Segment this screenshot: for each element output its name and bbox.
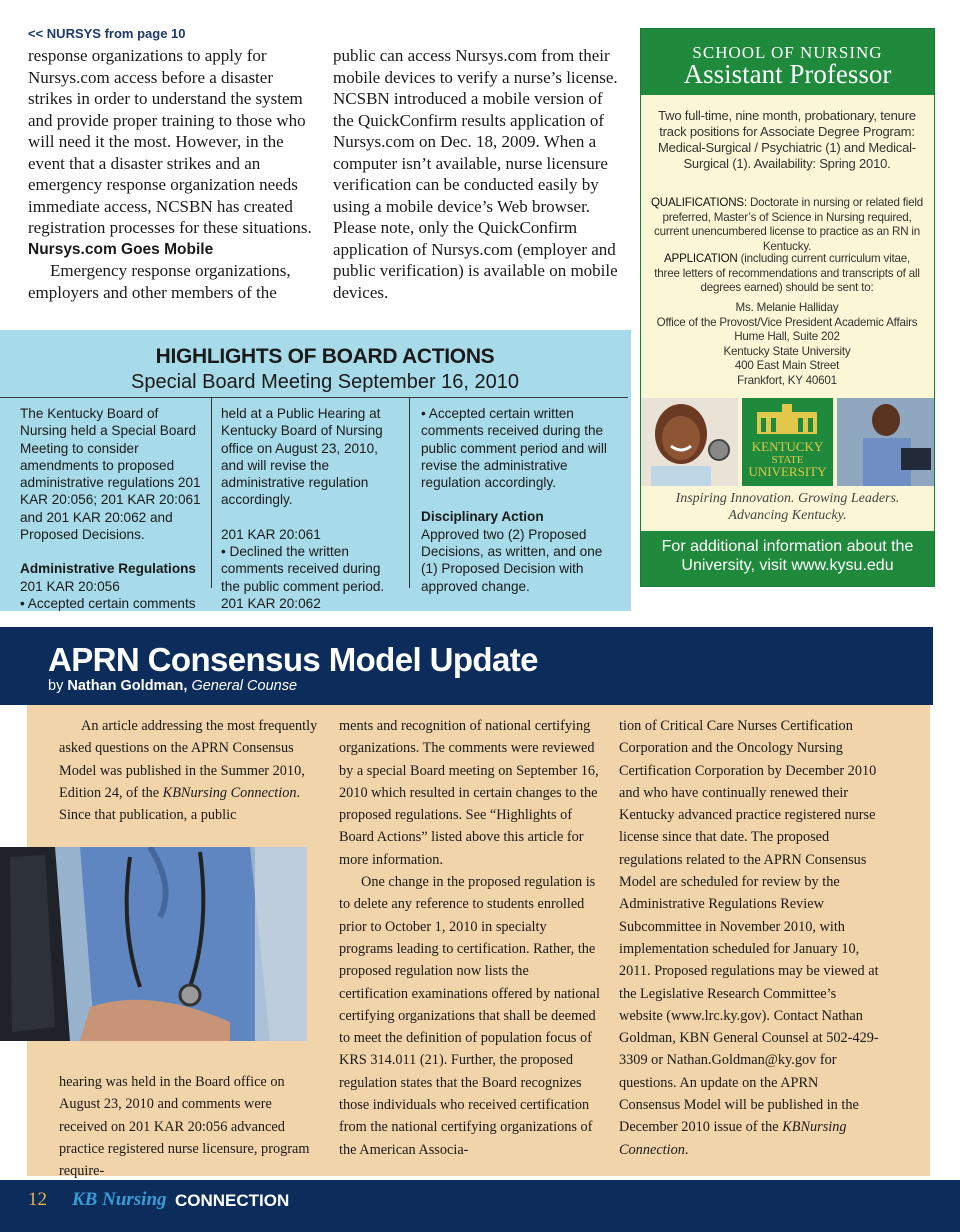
- logo-text: KENTUCKY: [751, 439, 824, 454]
- kentucky-state-university-logo: [742, 398, 833, 486]
- article-column-2: [333, 45, 623, 303]
- column-divider: [409, 398, 410, 588]
- address-line: Ms. Melanie Halliday: [735, 301, 839, 314]
- highlights-column-2: [221, 405, 401, 612]
- ad-footer-line: University, visit www.kysu.edu: [681, 557, 894, 574]
- divider: [0, 397, 628, 398]
- aprn-column-1-top: [59, 715, 321, 826]
- ad-position-title: Assistant Professor: [683, 59, 892, 89]
- address-line: Office of the Provost/Vice President Academic Affairs: [656, 315, 918, 329]
- nurse-smiling-photo: [641, 398, 738, 486]
- logo-text: STATE: [771, 454, 804, 466]
- nurse-male-photo: [837, 398, 934, 486]
- article-paragraph: Emergency response organizations, employers and other members of the: [28, 261, 291, 302]
- ad-qualifications-text: Doctorate in nursing or related field preferred, Master’s of Science in Nursing required, current unencumbered license to practice as an RN in Kentucky.: [653, 196, 924, 253]
- address-line: Hume Hall, Suite 202: [734, 330, 840, 343]
- text-run: .: [684, 1141, 689, 1158]
- nurse-at-computer-photo: [0, 847, 307, 1041]
- continued-from-link[interactable]: << NURSYS from page 10: [28, 26, 186, 41]
- highlights-subhead: Disciplinary Action: [421, 509, 544, 525]
- ad-photo-strip: [641, 398, 934, 486]
- ad-description: Two full-time, nine month, probationary, tenure track positions for Associate Degree Program: Medical-Surgical / Psychiatric (1) and Medical-Surgical (1). Availability: Spring 2010.: [658, 108, 916, 171]
- regulation-number: 201 KAR 20:056: [20, 578, 120, 594]
- highlights-intro: The Kentucky Board of Nursing held a Special Board Meeting to consider amendments to proposed administrative regulations 201 KAR 20:056; 201 KAR 20:061 and 201 KAR 20:062 and Proposed Decisions.: [20, 406, 201, 543]
- publication-logo-italic: KB Nursing: [72, 1189, 167, 1210]
- text-run: tion of Critical Care Nurses Certification Corporation and the Oncology Nursing Certification Corporation by December 2010 and who have continually renewed their Kentucky advanced practice registered nurse license since that date. The proposed regulations related to the APRN Consensus Model are scheduled for review by the Administrative Regulations Review Subcommittee in November 2010, with implementation scheduled for January 10, 2011. Proposed regulations may be viewed at the Legislative Research Committee’s website (www.lrc.ky.gov). Contact Nathan Goldman, KBN General Counsel at 502-429-3309 or Nathan.Goldman@ky.gov for questions. An update on the APRN Consensus Model will be published in the December 2010 issue of the: [619, 718, 879, 1136]
- highlights-column-1: [20, 405, 205, 612]
- address-line: 400 East Main Street: [734, 359, 840, 372]
- ad-tagline: [641, 490, 934, 524]
- article-byline: [48, 678, 297, 694]
- ad-application-text: (including current curriculum vitae, three letters of recommendations and transcripts of all degrees earned) should be sent to:: [654, 252, 920, 294]
- highlights-subtitle: Special Board Meeting September 16, 2010: [130, 371, 520, 393]
- ad-school-name: SCHOOL OF NURSING: [692, 43, 883, 62]
- publication-name: KBNursing Connection: [162, 784, 297, 801]
- byline-author-title: General Counse: [191, 678, 298, 694]
- ad-label: QUALIFICATIONS:: [650, 196, 747, 209]
- article-column-1: [28, 45, 318, 303]
- ad-qualifications: [650, 196, 924, 254]
- highlights-bullet: • Accepted certain written comments received during the public comment period and will revise the administrative regulation accordingly.: [421, 406, 607, 491]
- article-paragraph: One change in the proposed regulation is to delete any reference to students enrolled prior to October 1, 2010 in specialty programs leading to certification. Rather, the proposed regulation now lists the certification examinations offered by national certifying organizations that shall be deemed to meet the definition of population focus of KRS 314.011 (21). Further, the proposed regulation states that the Board recognizes those individuals who received certification from the national certifying organizations of the American Associa-: [339, 874, 600, 1158]
- aprn-column-1-bottom: [59, 1071, 321, 1182]
- publication-logo-caps: CONNECTION: [175, 1191, 290, 1210]
- regulation-number: 201 KAR 20:061: [221, 526, 321, 542]
- highlights-text: held at a Public Hearing at Kentucky Board of Nursing office on August 23, 2010, and will revise the administrative regulation accordingly.: [221, 406, 383, 508]
- text-run: . Since that publication, a public: [59, 784, 301, 824]
- publication-name: KBNursing Connection: [619, 1119, 847, 1158]
- address-line: Kentucky State University: [723, 344, 851, 358]
- highlights-text: Approved two (2) Proposed Decisions, as written, and one (1) Proposed Decision with approved change.: [421, 526, 603, 594]
- section-subhead: Nursys.com Goes Mobile: [28, 240, 214, 258]
- article-paragraph: response organizations to apply for Nursys.com access before a disaster strikes in order to understand the system and provide proper training to those who will need it the most. However, in the event that a disaster strikes and an emergency response organization needs immediate access, NCSBN has created registration processes for these situations.: [28, 46, 312, 237]
- ad-website-link[interactable]: [641, 537, 934, 575]
- article-title: APRN Consensus Model Update: [48, 641, 538, 678]
- text-run: An article addressing the most frequently asked questions on the APRN Consensus Model was published in the Summer 2010, Edition 24, of the: [59, 718, 318, 801]
- page-number: 12: [28, 1189, 47, 1210]
- ad-label: APPLICATION: [664, 252, 738, 265]
- article-paragraph: [619, 715, 881, 1161]
- highlights-title: HIGHLIGHTS OF BOARD ACTIONS: [155, 345, 495, 368]
- tagline-line: Advancing Kentucky.: [728, 508, 847, 523]
- article-paragraph: [59, 715, 321, 826]
- highlights-bullet: • Declined the written comments received during the public comment period.: [221, 544, 385, 594]
- aprn-column-3: [619, 715, 881, 1161]
- article-paragraph: public can access Nursys.com from their mobile devices to verify a nurse’s license. NCSBN introduced a mobile version of the QuickConfirm results application of Nursys.com on Dec. 18, 2009. When a computer isn’t available, nurse licensure verification can be conducted easily by using a mobile device’s Web browser. Please note, only the QuickConfirm application of Nursys.com (employer and public verification) is available on mobile devices.: [333, 46, 618, 302]
- ad-application: [650, 252, 924, 296]
- tagline-line: Inspiring Innovation. Growing Leaders.: [675, 491, 900, 506]
- ad-footer-line: For additional information about the: [661, 538, 914, 555]
- aprn-column-2: [339, 715, 601, 1161]
- column-divider: [211, 398, 212, 588]
- highlights-column-3: [421, 405, 616, 595]
- article-paragraph: ments and recognition of national certifying organizations. The comments were reviewed by a special Board meeting on September 16, 2010 which resulted in certain changes to the proposed regulations. See “Highlights of Board Actions” listed above this article for more information.: [339, 718, 599, 868]
- byline-author: Nathan Goldman,: [67, 678, 188, 694]
- regulation-number: 201 KAR 20:062: [221, 595, 321, 611]
- logo-text: UNIVERSITY: [748, 464, 827, 479]
- byline-by: by: [48, 678, 64, 694]
- highlights-subhead: Administrative Regulations: [20, 561, 196, 577]
- highlights-bullet: • Accepted certain comments: [20, 595, 196, 611]
- address-line: Frankfort, KY 40601: [737, 373, 837, 387]
- article-paragraph: hearing was held in the Board office on August 23, 2010 and comments were received on 201 KAR 20:056 advanced practice registered nurse licensure, program require-: [59, 1074, 310, 1180]
- ad-address: [650, 301, 924, 388]
